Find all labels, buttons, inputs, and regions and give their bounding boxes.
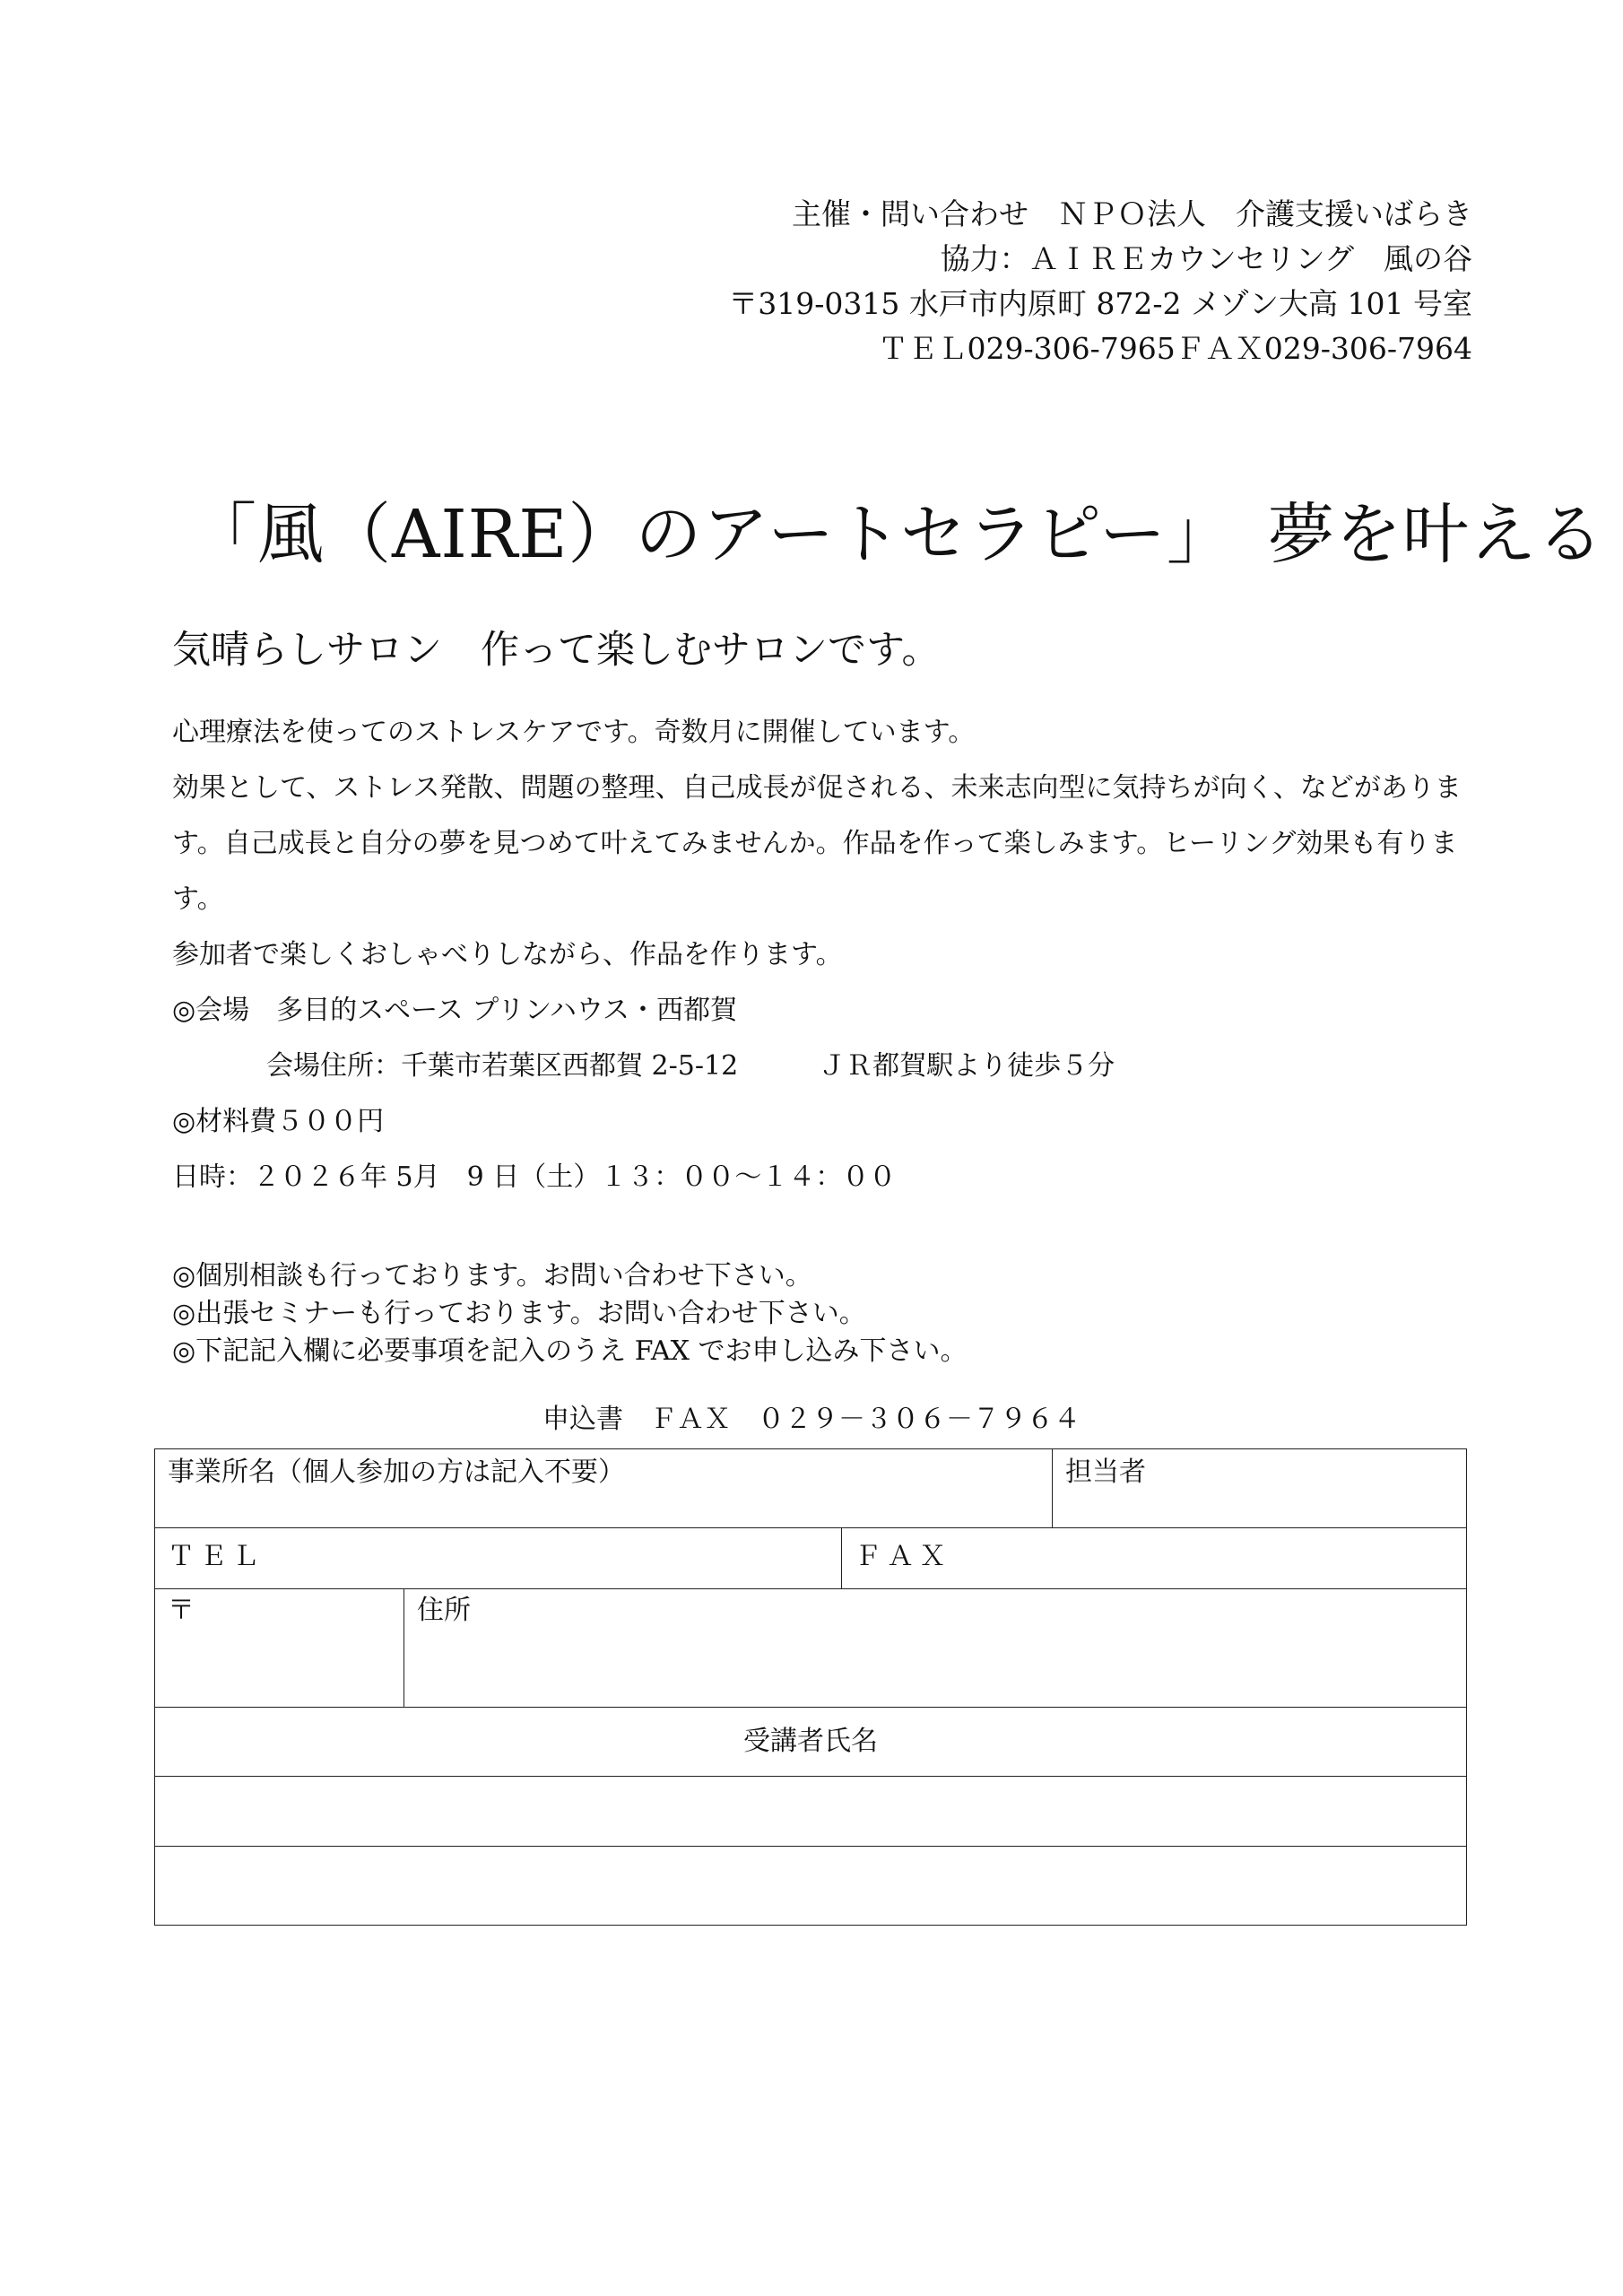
business-name-field[interactable] xyxy=(155,1449,1052,1527)
subtitle: 気晴らしサロン 作って楽しむサロンです。 xyxy=(172,628,941,673)
tel-label: ＴＥＬ xyxy=(168,1541,265,1572)
form-row-business xyxy=(155,1449,1466,1528)
effects-paragraph: 効果として、ストレス発散、問題の整理、自己成長が促される、未来志向型に気持ちが向く、などがあります。自己成長と自分の夢を見つめて叶えてみませんか。作品を作って楽しみます。ヒーリング効果も有ります。 xyxy=(172,772,1462,915)
address-label: 住所 xyxy=(417,1595,471,1626)
note-seminar: ◎出張セミナーも行っております。お問い合わせ下さい。 xyxy=(172,1298,866,1329)
tel-field[interactable] xyxy=(155,1528,841,1588)
form-title: 申込書 ＦＡＸ ０２９－３０６－７９６４ xyxy=(542,1404,1081,1435)
application-form xyxy=(154,1448,1467,1926)
organizer-line: 主催・問い合わせ ＮＰＯ法人 介護支援いばらき xyxy=(792,196,1472,231)
cooperation-line: 協力：ＡＩＲＥカウンセリング 風の谷 xyxy=(940,241,1472,276)
venue-address-line xyxy=(172,1039,1463,1094)
activity-paragraph: 参加者で楽しくおしゃべりしながら、作品を作ります。 xyxy=(172,939,843,970)
note-fax-application: ◎下記記入欄に必要事項を記入のうえ FAX でお申し込み下さい。 xyxy=(172,1335,968,1367)
fax-label: ＦＡＸ xyxy=(855,1541,951,1572)
organizer-info xyxy=(728,192,1472,371)
postal-code-field[interactable] xyxy=(155,1589,404,1707)
postal-label: 〒 xyxy=(168,1595,195,1626)
page-title: 「風（AIRE）のアートセラピー」 夢を叶える xyxy=(190,496,1605,573)
contact-person-field[interactable] xyxy=(1052,1449,1466,1527)
contact-person-label: 担当者 xyxy=(1065,1457,1146,1488)
fax-field[interactable] xyxy=(841,1528,1466,1588)
tel-fax-line: ＴＥＬ029-306-7965ＦＡＸ029-306-7964 xyxy=(878,331,1472,366)
venue-address: 会場住所：千葉市若葉区西都賀 2-5-12 xyxy=(266,1050,739,1082)
participant-name-entry-2[interactable] xyxy=(155,1847,1466,1925)
address-field[interactable] xyxy=(404,1589,1466,1707)
form-row-participant-header xyxy=(155,1708,1466,1777)
datetime-line: 日時：２０２６年 5月 9 日（土）１３：００〜１４：００ xyxy=(172,1161,897,1193)
description xyxy=(172,705,1463,1205)
intro-paragraph: 心理療法を使ってのストレスケアです。奇数月に開催しています。 xyxy=(172,717,976,748)
participant-name-entry-1[interactable] xyxy=(155,1777,1466,1847)
participant-name-header: 受講者氏名 xyxy=(743,1726,878,1757)
business-name-label: 事業所名（個人参加の方は記入不要） xyxy=(168,1457,625,1488)
access-info: ＪＲ都賀駅より徒歩５分 xyxy=(819,1050,1115,1082)
fee-line: ◎材料費５００円 xyxy=(172,1106,385,1137)
form-row-tel-fax xyxy=(155,1528,1466,1589)
address-line: 〒319-0315 水戸市内原町 872-2 メゾン大高 101 号室 xyxy=(728,286,1472,321)
venue-line: ◎会場 多目的スペース プリンハウス・西都賀 xyxy=(172,995,738,1026)
form-row-address xyxy=(155,1589,1466,1708)
notes xyxy=(172,1257,1463,1370)
note-consultation: ◎個別相談も行っております。お問い合わせ下さい。 xyxy=(172,1260,812,1292)
